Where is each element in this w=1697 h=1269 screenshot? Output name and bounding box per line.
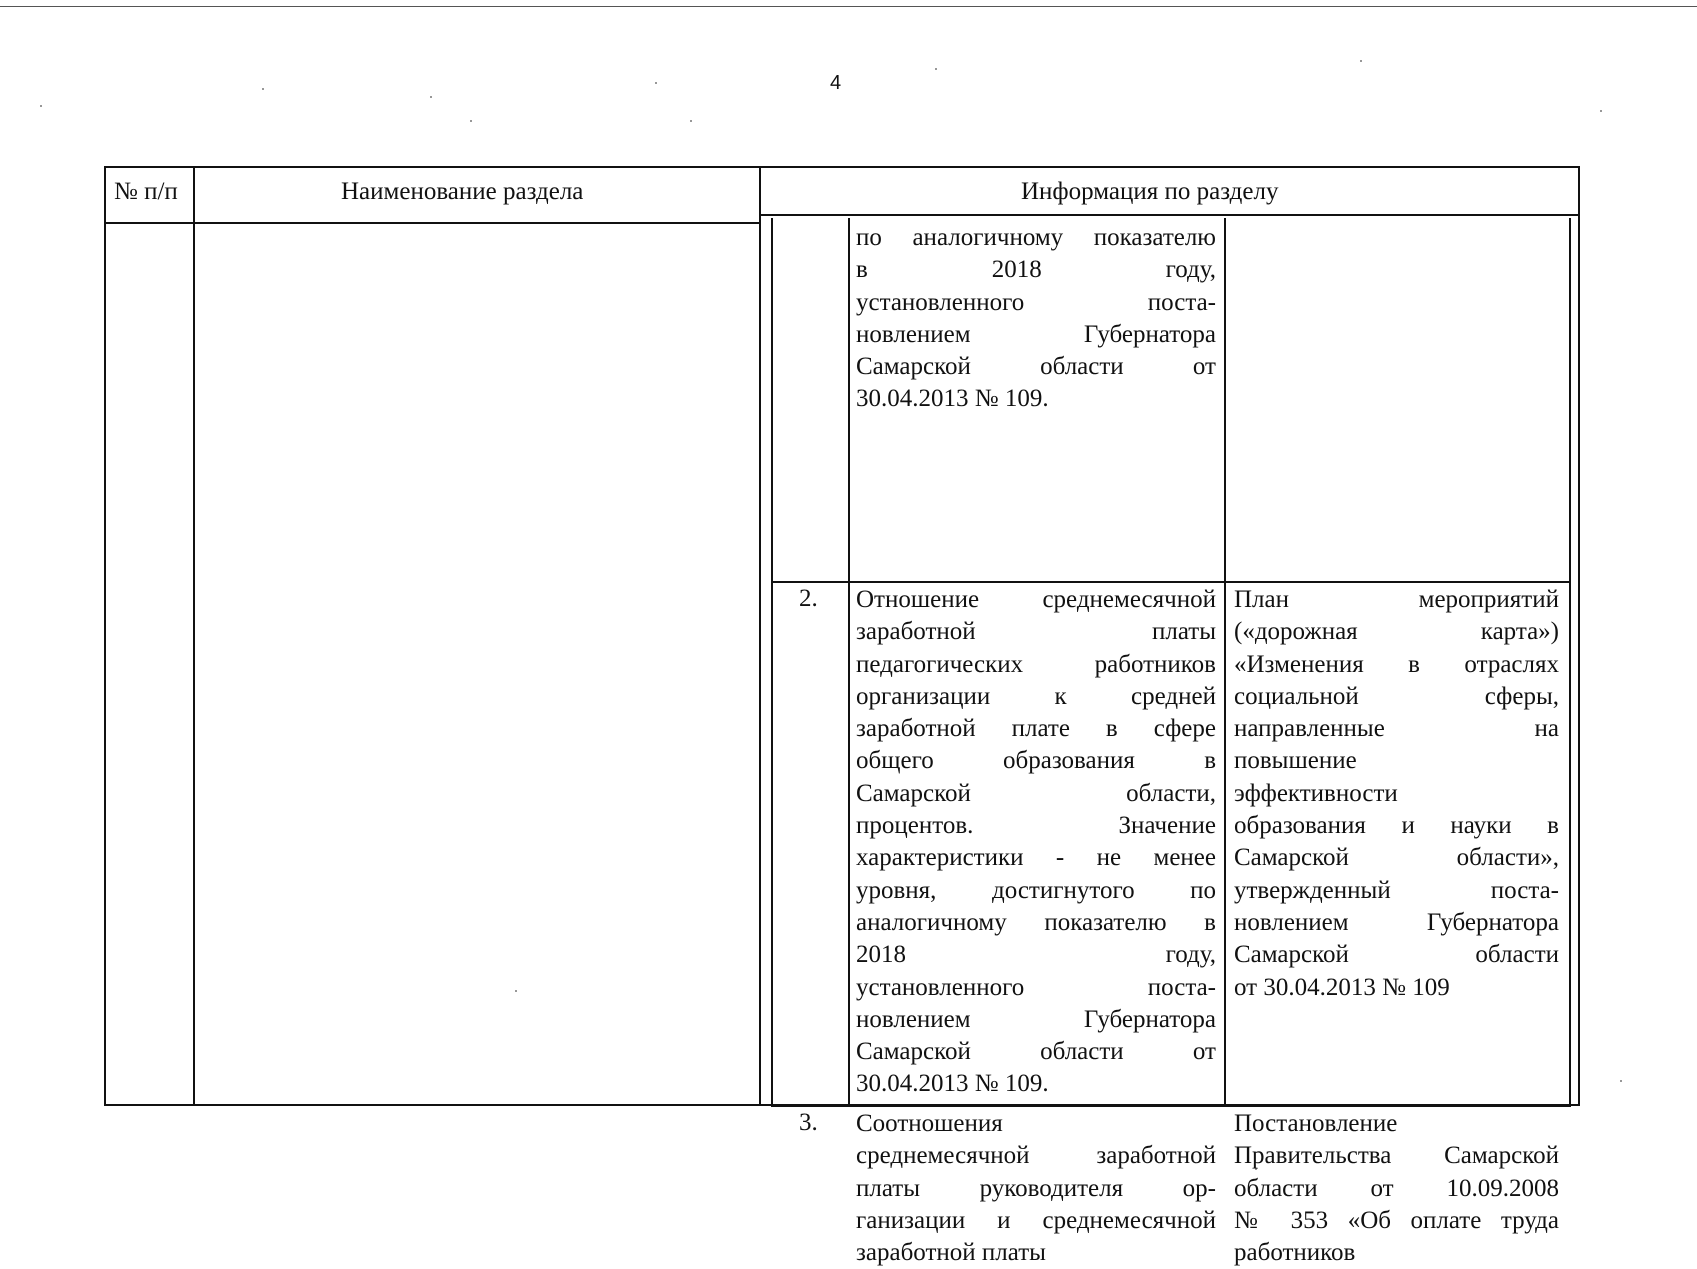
scan-speck (655, 82, 657, 84)
scan-speck (935, 68, 937, 70)
scan-speck (430, 96, 432, 98)
header-divider (759, 214, 1580, 216)
cell-line: процентов. Значение (856, 812, 1216, 840)
cell-line: платы руководителя ор- (856, 1174, 1216, 1202)
cell-line: эффективности (1234, 779, 1398, 807)
column-divider (193, 168, 195, 1104)
cell-line: направленные на (1234, 715, 1559, 743)
cell-line: Самарской области», (1234, 844, 1559, 872)
cell-line: Самарской области, (856, 779, 1216, 807)
cell-line: характеристики - не менее (856, 844, 1216, 872)
cell-line: аналогичному показателю в (856, 908, 1216, 936)
cell-line: Самарской области (1234, 941, 1559, 969)
cell-line: организации к средней (856, 682, 1216, 710)
cell-line: План мероприятий (1234, 586, 1559, 613)
cell-line: 30.04.2013 № 109. (856, 1070, 1049, 1098)
page-number: 4 (830, 72, 842, 94)
nested-divider (848, 218, 850, 1106)
header-section-name: Наименование раздела (341, 178, 584, 205)
cell-line: от 30.04.2013 № 109 (1234, 973, 1450, 1001)
row-divider (771, 1105, 1571, 1107)
cell-line: повышение (1234, 747, 1357, 775)
scan-edge (0, 0, 1697, 7)
cell-line: утвержденный поста- (1234, 876, 1559, 904)
cell-line: педагогических работников (856, 650, 1216, 678)
scan-speck (1620, 1080, 1622, 1082)
header-divider (106, 222, 759, 224)
cell-line: уровня, достигнутого по (856, 876, 1216, 904)
cell-line: работников (1234, 1239, 1356, 1267)
scan-speck (262, 88, 264, 90)
cell-line: установленного поста- (856, 973, 1216, 1001)
row-basis (1234, 584, 1559, 1004)
scan-speck (1360, 60, 1362, 62)
nested-border (771, 218, 773, 1106)
cell-line: установленного поста- (856, 288, 1216, 316)
cell-line: заработной плате в сфере (856, 715, 1216, 743)
cell-line: среднемесячной заработной (856, 1142, 1216, 1170)
cell-line: Правительства Самарской (1234, 1142, 1559, 1170)
cell-line: 2018 году, (856, 941, 1216, 969)
cell-line: ганизации и среднемесячной (856, 1206, 1216, 1234)
cell-line: заработной платы (856, 618, 1216, 646)
cell-line: общего образования в (856, 747, 1216, 775)
nested-table (771, 218, 1571, 1267)
cell-line: новлением Губернатора (856, 1005, 1216, 1033)
document-table (104, 166, 1580, 1267)
header-section-info: Информация по разделу (1021, 178, 1279, 205)
cell-line: по аналогичному показателю (856, 224, 1216, 251)
scan-speck (470, 120, 472, 122)
header-num: № п/п (114, 178, 178, 205)
cell-line: в 2018 году, (856, 256, 1216, 284)
cell-line: заработной платы (856, 1239, 1046, 1267)
row-description (856, 1108, 1216, 1267)
nested-divider (1224, 218, 1226, 1106)
cell-line: Самарской области от (856, 353, 1216, 381)
cell-line: новлением Губернатора (1234, 908, 1559, 936)
cell-line: «Изменения в отраслях (1234, 650, 1559, 678)
cell-line: новлением Губернатора (856, 320, 1216, 348)
row-description (856, 222, 1216, 416)
cell-line: Постановление (1234, 1110, 1398, 1137)
row-number: 2. (799, 585, 818, 612)
cell-line: № 353 «Об оплате труда (1234, 1206, 1559, 1234)
nested-border (1569, 218, 1571, 1106)
cell-line: образования и науки в (1234, 812, 1559, 840)
cell-line: области от 10.09.2008 (1234, 1174, 1559, 1202)
cell-line: 30.04.2013 № 109. (856, 385, 1049, 413)
scan-speck (1600, 110, 1602, 112)
cell-line: Соотношения (856, 1110, 1003, 1137)
row-basis (1234, 1108, 1559, 1267)
cell-line: социальной сферы, (1234, 682, 1559, 710)
row-number: 3. (799, 1109, 818, 1136)
scan-speck (40, 105, 42, 107)
row-description (856, 584, 1216, 1101)
cell-line: («дорожная карта») (1234, 618, 1559, 646)
scan-speck (690, 120, 692, 122)
column-divider (759, 168, 761, 1104)
row-divider (771, 581, 1571, 583)
cell-line: Отношение среднемесячной (856, 586, 1216, 613)
cell-line: Самарской области от (856, 1038, 1216, 1066)
